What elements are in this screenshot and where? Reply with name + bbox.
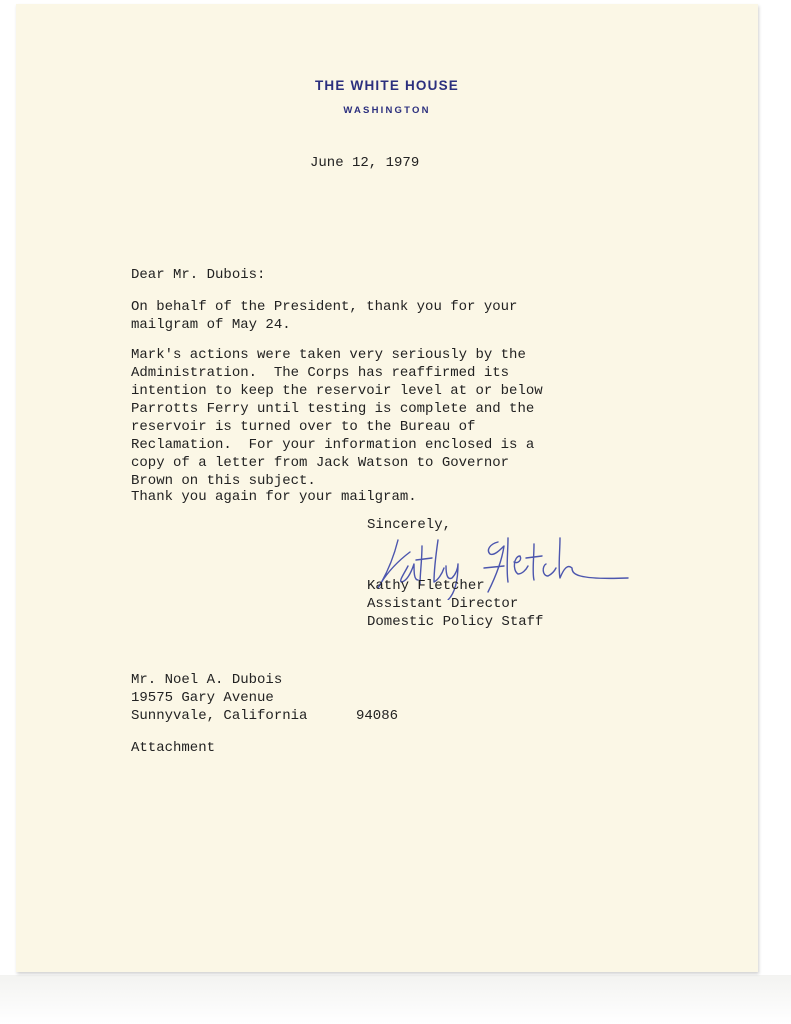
letterhead-title: THE WHITE HOUSE [314,78,459,93]
signer-name: Kathy Fletcher [367,578,485,594]
signer-office: Domestic Policy Staff [367,614,544,630]
recipient-name: Mr. Noel A. Dubois [131,672,283,688]
scan-background [0,975,791,1024]
recipient-city-state: Sunnyvale, California [131,708,308,724]
body-paragraph-1: On behalf of the President, thank you for your mailgram of May 24. [131,299,518,333]
letterhead-subtitle: WASHINGTON [343,105,431,116]
body-paragraph-2: Mark's actions were taken very seriously by the Administration. The Corps has reaffirmed its intention to keep the reservoir level at or below Parrotts Ferry until testing is complete and the reservoir is turned over to the Bureau of Reclamation. For your information enclosed is a copy of a letter from Jack Watson to Governor Brown on this subject. [131,347,543,489]
closing: Sincerely, [367,517,452,533]
body-paragraph-3: Thank you again for your mailgram. [131,489,417,505]
salutation: Dear Mr. Dubois: [131,267,266,283]
signer-block [367,577,543,631]
recipient-zip: 94086 [356,708,399,724]
recipient-address [131,671,307,725]
letter-page [16,4,758,972]
signer-title: Assistant Director [367,596,519,612]
enclosure-note: Attachment [131,740,216,756]
recipient-street: 19575 Gary Avenue [131,690,274,706]
letter-date: June 12, 1979 [310,155,420,171]
